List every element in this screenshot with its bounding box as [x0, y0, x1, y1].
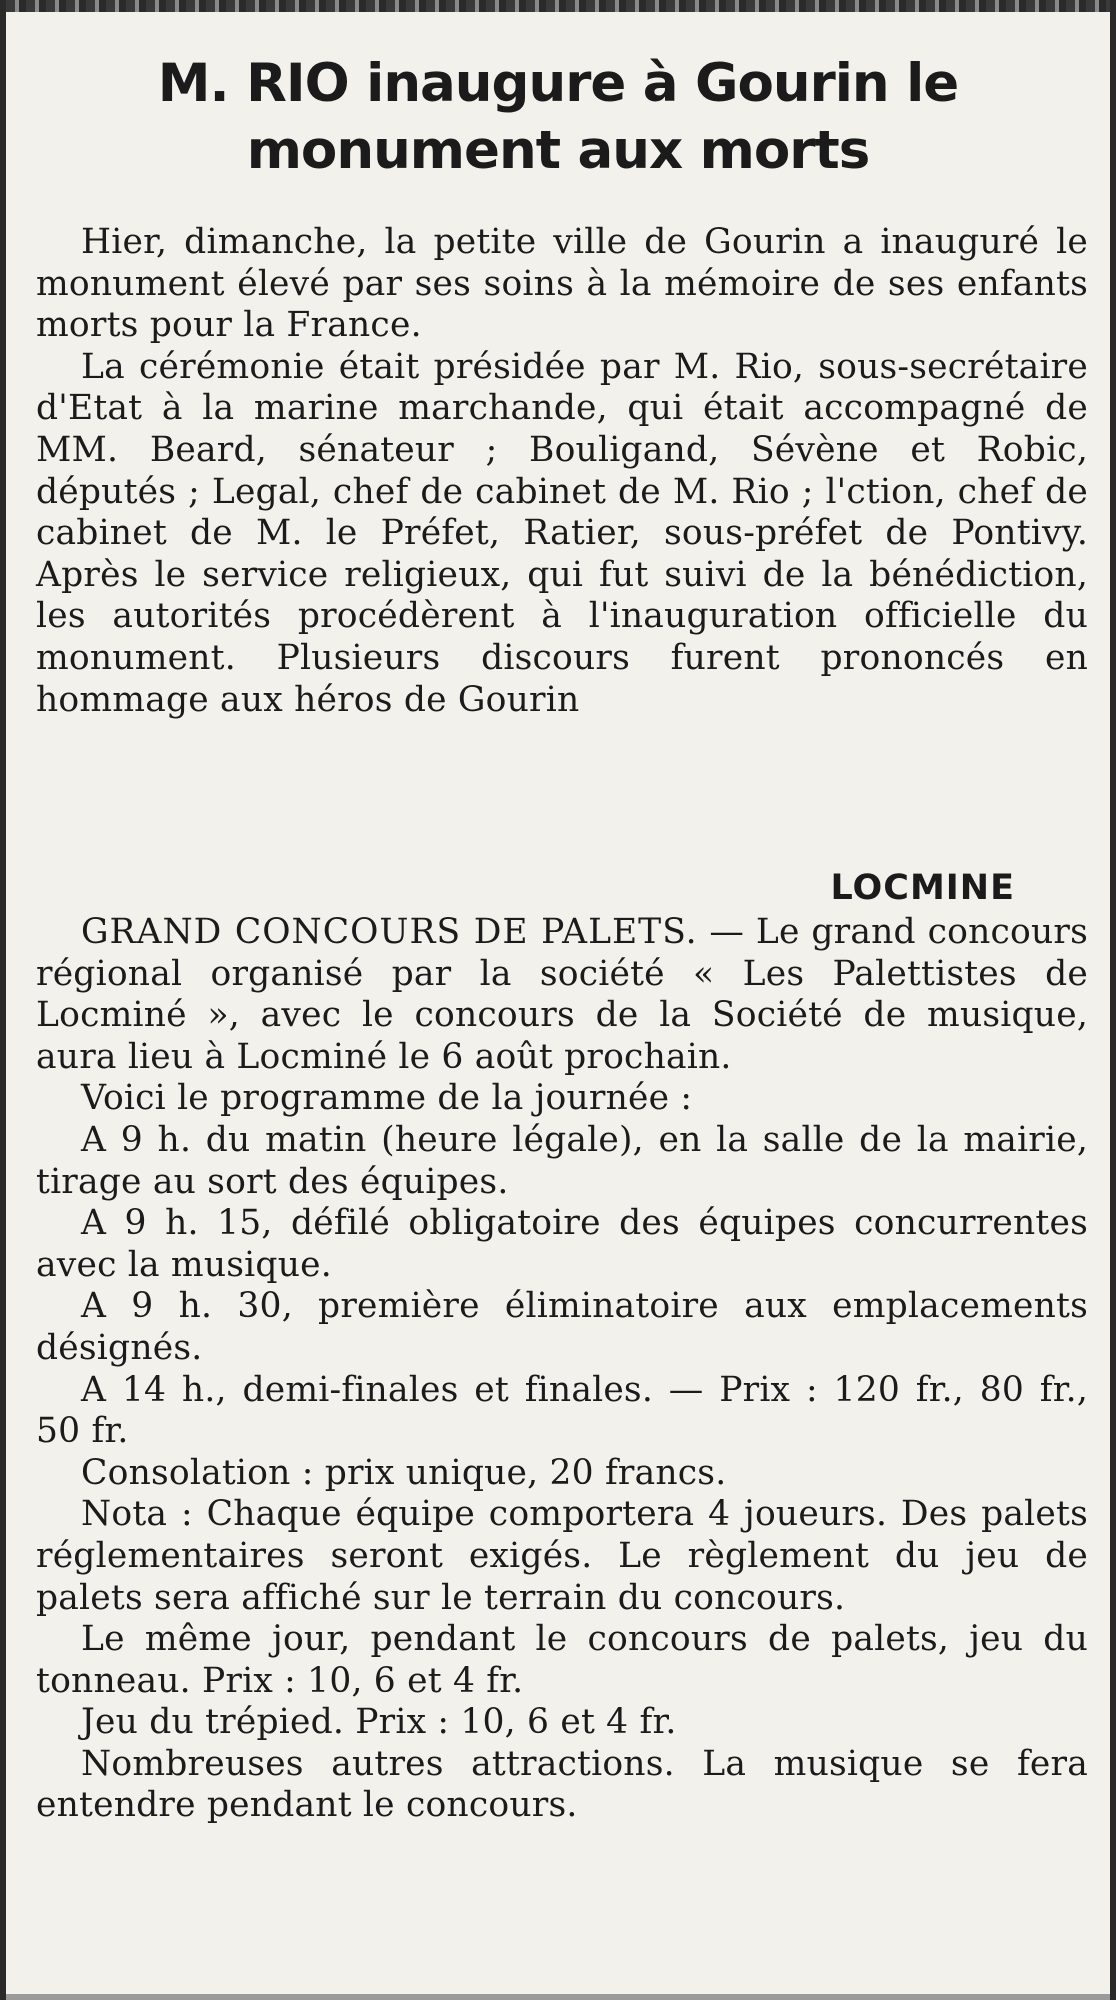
article-paragraph: Hier, dimanche, la petite ville de Gourin a inauguré le monument élevé par ses soins à la mémoire de ses enfants morts pour la France.: [36, 222, 1088, 346]
article-paragraph: La cérémonie était présidée par M. Rio, sous-secrétaire d'Etat à la marine marchande, qui était accompagné de MM. Beard, sénateur ; Bouligand, Sévène et Robic, députés ; Legal, chef de cabinet de M. Rio ; l'ction, chef de cabinet de M. le Préfet, Ratier, sous-préfet de Pontivy. Après le service religieux, qui fut suivi de la bénédiction, les autorités procédèrent à l'inauguration officielle du monument. Plusieurs discours furent prononcés en hommage aux héros de Gourin: [36, 346, 1088, 720]
program-item: Le même jour, pendant le concours de palets, jeu du tonneau. Prix : 10, 6 et 4 fr.: [36, 1619, 1088, 1701]
article-lead-text: — Le grand concours régional organisé par la société « Les Palettistes de Locminé », avec le concours de la Société de musique, aura lieu à Locminé le 6 août prochain.: [36, 912, 1089, 1077]
article-gourin: [36, 222, 1088, 721]
program-item: A 14 h., demi-finales et finales. — Prix : 120 fr., 80 fr., 50 fr.: [36, 1369, 1088, 1452]
section-title-locmine: LOCMINE: [830, 868, 1015, 908]
bottom-edge: [6, 1994, 1110, 2000]
article-lead: GRAND CONCOURS DE PALETS.: [81, 912, 698, 952]
note-paragraph: Nota : Chaque équipe comportera 4 joueurs. Des palets réglementaires seront exigés. Le règlement du jeu de palets sera affiché sur le terrain du concours.: [36, 1494, 1088, 1618]
program-item: A 9 h. 15, défilé obligatoire des équipes concurrentes avec la musique.: [36, 1203, 1088, 1285]
article-locmine: [36, 912, 1088, 1827]
program-item: Jeu du trépied. Prix : 10, 6 et 4 fr.: [81, 1702, 677, 1743]
program-intro: Voici le programme de la journée :: [81, 1078, 693, 1119]
article-lead-paragraph: [36, 912, 1088, 1078]
program-item: A 9 h. 30, première éliminatoire aux emplacements désignés.: [36, 1286, 1088, 1368]
program-item: Consolation : prix unique, 20 francs.: [81, 1452, 727, 1493]
headline: M. RIO inaugure à Gourin le monument aux morts: [157, 53, 959, 181]
torn-top-edge: [6, 0, 1110, 12]
closing-paragraph: Nombreuses autres attractions. La musique se fera entendre pendant le concours.: [36, 1743, 1088, 1826]
program-item: A 9 h. du matin (heure légale), en la salle de la mairie, tirage au sort des équipes.: [36, 1119, 1088, 1202]
